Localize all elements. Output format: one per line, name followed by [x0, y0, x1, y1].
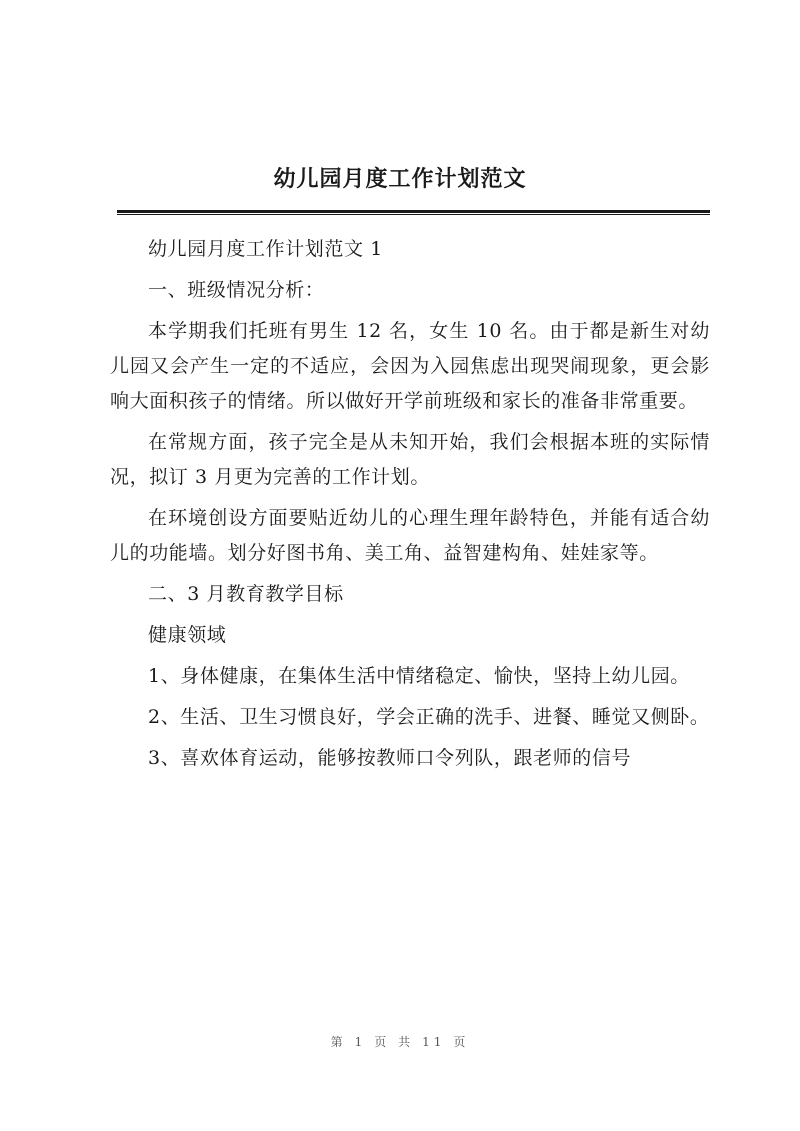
paragraph: 在环境创设方面要贴近幼儿的心理生理年龄特色，并能有适合幼儿的功能墙。划分好图书角、美工角、益智建构角、娃娃家等。 [110, 507, 710, 564]
paragraph: 本学期我们托班有男生 12 名，女生 10 名。由于都是新生对幼儿园又会产生一定的不适应，会因为入园焦虑出现哭闹现象，更会影响大面积孩子的情绪。所以做好开学前班级和家长的准备非常重要。 [110, 320, 710, 412]
footer-page-number: 1 [354, 1035, 367, 1049]
list-item: 2、生活、卫生习惯良好，学会正确的洗手、进餐、睡觉又侧卧。 [148, 706, 710, 728]
list-item: 1、身体健康，在集体生活中情绪稳定、愉快，坚持上幼儿园。 [148, 665, 690, 687]
footer-page-prefix: 第 [330, 1035, 347, 1049]
title-underline-thin [117, 214, 710, 215]
document-body [110, 232, 710, 782]
subsection-heading-health: 健康领域 [148, 624, 227, 646]
paragraph: 在常规方面，孩子完全是从未知开始，我们会根据本班的实际情况，拟订 3 月更为完善的工作计划。 [110, 431, 710, 488]
section-heading-class-analysis: 一、班级情况分析： [148, 279, 325, 301]
footer-page-mid: 页 共 [374, 1035, 415, 1049]
page-title: 幼儿园月度工作计划范文 [273, 167, 527, 192]
footer-page-suffix: 页 [453, 1035, 470, 1049]
list-item: 3、喜欢体育运动，能够按教师口令列队，跟老师的信号 [148, 747, 632, 769]
footer-page-total: 11 [422, 1035, 446, 1049]
page-footer [0, 1033, 800, 1050]
section-heading-goals: 二、3 月教育教学目标 [148, 583, 344, 605]
title-underline-thick [117, 210, 710, 213]
paragraph-heading: 幼儿园月度工作计划范文 1 [148, 238, 383, 260]
